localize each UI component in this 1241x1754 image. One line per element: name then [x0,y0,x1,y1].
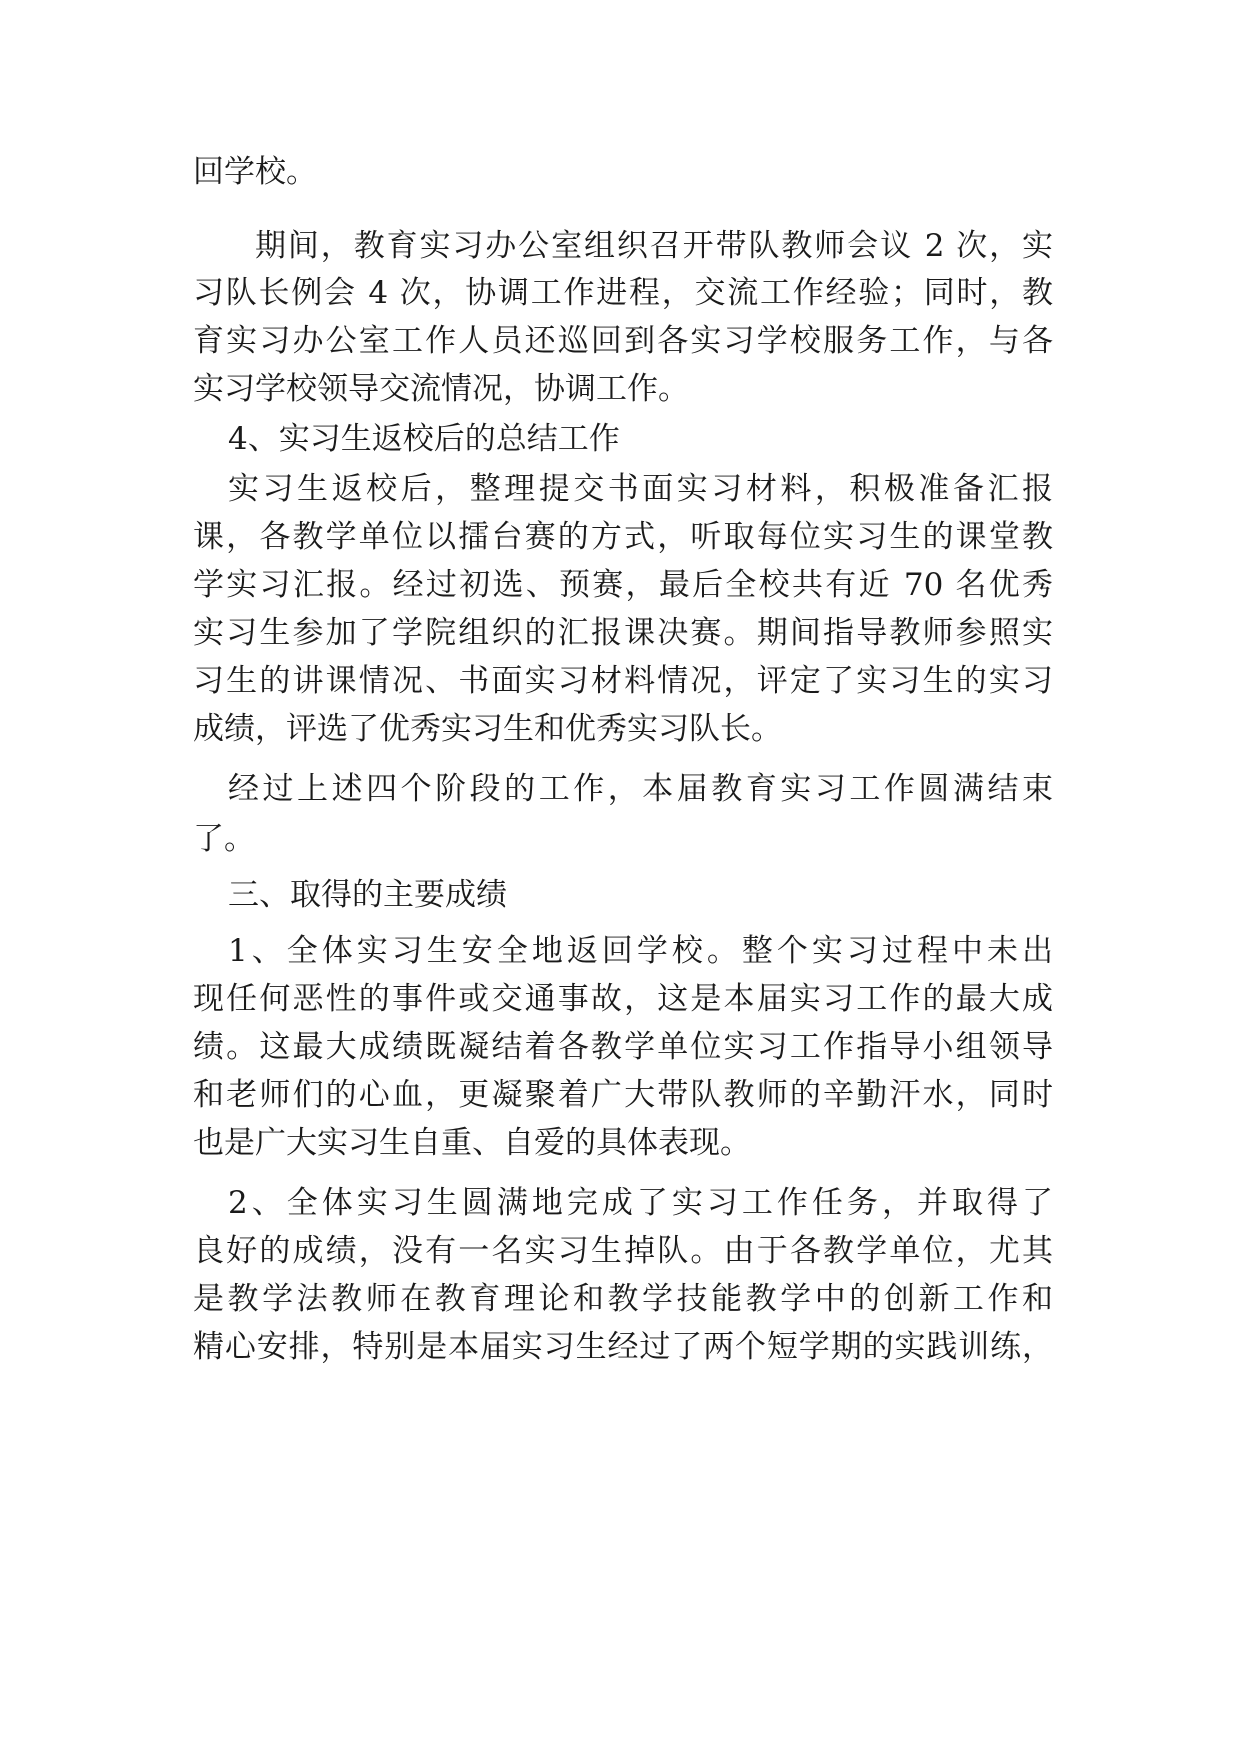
text-line: 绩。这最大成绩既凝结着各教学单位实习工作指导小组领导 [193,1029,1053,1065]
paragraph-first-line: 2、全体实习生圆满地完成了实习工作任务，并取得了 [228,1185,1053,1221]
text-line: 习队长例会 4 次，协调工作进程，交流工作经验；同时，教 [193,275,1053,311]
text-line: 了。 [193,821,255,857]
paragraph-first-line: 经过上述四个阶段的工作，本届教育实习工作圆满结束 [228,771,1053,807]
paragraph-first-line: 1、全体实习生安全地返回学校。整个实习过程中未出 [228,933,1053,969]
paragraph-first-line: 期间，教育实习办公室组织召开带队教师会议 2 次，实 [255,228,1053,264]
text-line: 实习学校领导交流情况，协调工作。 [193,371,689,407]
text-line: 是教学法教师在教育理论和教学技能教学中的创新工作和 [193,1281,1053,1317]
text-line: 习生的讲课情况、书面实习材料情况，评定了实习生的实习 [193,663,1053,699]
text-line: 实习生参加了学院组织的汇报课决赛。期间指导教师参照实 [193,615,1053,651]
text-line: 成绩，评选了优秀实习生和优秀实习队长。 [193,711,782,747]
text-line: 和老师们的心血，更凝聚着广大带队教师的辛勤汗水，同时 [193,1077,1053,1113]
text-line: 学实习汇报。经过初选、预赛，最后全校共有近 70 名优秀 [193,567,1053,603]
paragraph-first-line: 实习生返校后，整理提交书面实习材料，积极准备汇报 [228,471,1053,507]
text-line: 良好的成绩，没有一名实习生掉队。由于各教学单位，尤其 [193,1233,1053,1269]
text-line: 回学校。 [193,154,317,190]
text-line: 也是广大实习生自重、自爱的具体表现。 [193,1125,751,1161]
text-line: 现任何恶性的事件或交通事故，这是本届实习工作的最大成 [193,981,1053,1017]
text-line: 精心安排，特别是本届实习生经过了两个短学期的实践训练， [193,1329,1053,1365]
text-line: 育实习办公室工作人员还巡回到各实习学校服务工作，与各 [193,323,1053,359]
text-line: 课，各教学单位以擂台赛的方式，听取每位实习生的课堂教 [193,519,1053,555]
section-heading: 三、取得的主要成绩 [228,877,507,913]
section-heading: 4、实习生返校后的总结工作 [228,421,620,457]
